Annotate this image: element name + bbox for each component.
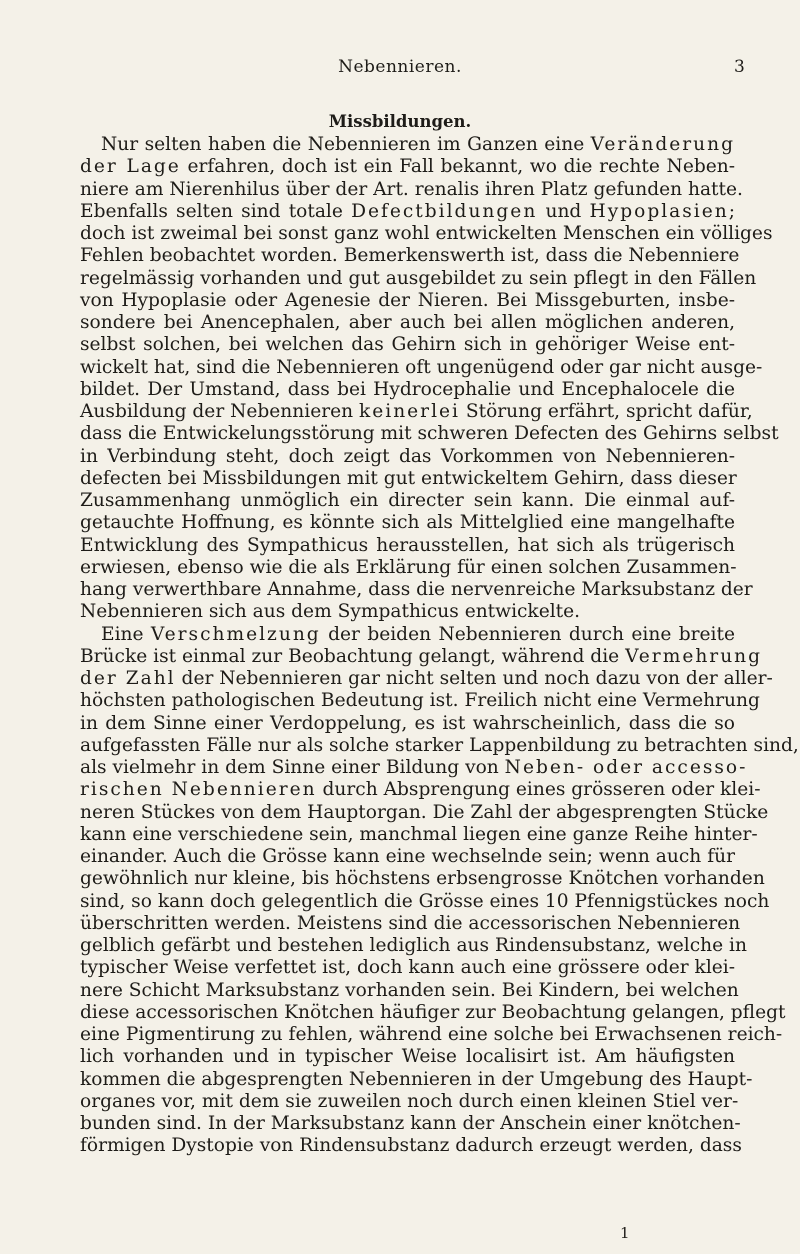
text-line [80,734,799,757]
text-segment: lich vorhanden und in typischer Weise localisirt ist. Am häufigsten [80,1046,735,1068]
text-segment: doch ist zweimal bei sonst ganz wohl entwickelten Menschen ein völliges [80,223,773,244]
text-segment: hang verwerthbare Annahme, dass die nervenreiche Marksubstanz der [80,579,753,600]
text-segment: durch Absprengung eines grösseren oder klei- [316,779,761,801]
text-line [80,1135,742,1157]
text-line [80,823,758,846]
text-segment: Brücke ist einmal zur Beobachtung gelangt, während die [80,645,626,667]
text-segment: aufgefassten Fälle nur als solche starker Lappenbildung zu betrachten sind, [80,734,799,756]
text-segment: Zusammenhang unmöglich ein directer sein kann. Die einmal auf- [80,490,735,511]
text-line [80,645,763,668]
text-segment: gelblich gefärbt und bestehen lediglich aus Rindensubstanz, welche in [80,935,747,956]
text-line [80,957,735,979]
text-line [80,401,753,423]
text-segment: Entwicklung des Sympathicus herausstellen, hat sich als trügerisch [80,534,735,556]
text-line [80,446,735,468]
page-number: 3 [734,57,745,77]
text-line [80,267,757,290]
text-segment: erwiesen, ebenso wie die als Erklärung für einen solchen Zusammen- [80,556,737,578]
text-segment: bildet. Der Umstand, dass bei Hydrocephalie und Encephalocele die [80,378,735,400]
text-segment: kommen die abgesprengten Nebennieren in der Umgebung des Haupt- [80,1068,753,1090]
text-segment: bunden sind. In der Marksubstanz kann der Anschein einer knötchen- [80,1113,741,1134]
text-segment: höchsten pathologischen Bedeutung ist. Freilich nicht eine Vermehrung [80,690,760,712]
text-line [80,1090,739,1113]
text-segment: Eine [101,623,151,645]
text-line [80,334,735,356]
running-title: Nebennieren. [338,57,462,77]
text-segment: neren Stückes von dem Hauptorgan. Die Zahl der abgesprengten Stücke [80,801,769,823]
text-line [80,1046,735,1068]
text-line [80,535,735,557]
text-line [80,178,743,201]
emphasized-text: Hypoplasien [589,200,729,222]
text-segment: der beiden Nebennieren durch eine breite [320,623,735,645]
emphasized-text: rischen Nebennieren [80,779,317,801]
text-line [80,557,735,579]
text-line [80,423,779,445]
text-segment: erfahren, doch ist ein Fall bekannt, wo die rechte Neben- [180,156,735,178]
text-segment: Ebenfalls selten sind totale [80,200,352,222]
text-segment: typischer Weise verfettet ist, doch kann auch eine grössere oder klei- [80,957,735,979]
emphasized-text: Defectbildungen [351,200,538,222]
text-line [80,356,763,379]
text-segment: einander. Auch die Grösse kann eine wechselnde sein; wenn auch für [80,846,735,867]
text-line [80,890,770,913]
text-segment: sind, so kann doch gelegentlich die Grösse eines 10 Pfennigstückes noch [80,890,770,912]
text-segment: Fehlen beobachtet worden. Bemerkenswerth ist, dass die Nebenniere [80,245,740,267]
text-segment: wickelt hat, sind die Nebennieren oft ungenügend oder gar nicht ausge- [80,356,763,378]
text-segment: förmigen Dystopie von Rindensubstanz dadurch erzeugt werden, dass [80,1135,742,1157]
text-segment: getauchte Hoffnung, es könnte sich als Mittelglied eine mangelhafte [80,512,735,534]
text-segment: als vielmehr in dem Sinne einer Bildung von [80,757,505,778]
text-segment: von Hypoplasie oder Agenesie der Nieren. Bei Missgeburten, insbe- [80,289,735,311]
text-line [80,979,739,1002]
text-segment: Störung erfährt, spricht dafür, [459,401,753,422]
text-segment: sondere bei Anencephalen, aber auch bei allen möglichen anderen, [80,312,735,333]
text-line [80,935,747,957]
text-line [80,912,741,935]
text-segment: ; [728,200,735,222]
text-segment: in Verbindung steht, doch zeigt das Vorkommen von Nebennieren- [80,445,735,467]
text-segment: Nebennieren sich aus dem Sympathicus entwickelte. [80,601,581,623]
text-line [80,312,735,334]
text-line [80,290,735,312]
text-line [80,1024,783,1046]
text-line [80,134,735,156]
text-line [80,846,735,868]
text-line [80,512,735,534]
text-line [80,779,761,801]
signature-mark: 1 [620,1224,630,1242]
text-segment: organes vor, mit dem sie zuweilen noch durch einen kleinen Stiel ver- [80,1090,739,1112]
body-text [80,134,799,1158]
text-segment: dass die Entwickelungsstörung mit schweren Defecten des Gehirns selbst [80,423,779,445]
text-segment: und [537,200,590,222]
emphasized-text: keinerlei [358,401,460,422]
text-line [80,468,735,490]
text-line [80,624,735,646]
text-line [80,201,735,223]
text-line [80,1113,741,1135]
text-segment: diese accessorischen Knötchen häufiger zur Beobachtung gelangen, pflegt [80,1001,786,1023]
text-segment: gewöhnlich nur kleine, bis höchstens erbsengrosse Knötchen vorhanden [80,868,765,890]
text-line [80,490,735,512]
text-segment: in dem Sinne einer Verdoppelung, es ist wahrscheinlich, dass die so [80,712,735,734]
running-head [0,57,800,79]
text-segment: der Nebennieren gar nicht selten und noch dazu von der aller- [175,668,773,689]
text-line [80,801,769,824]
text-segment: defecten bei Missbildungen mit gut entwickeltem Gehirn, dass dieser [80,467,737,489]
text-line [80,868,765,890]
text-segment: selbst solchen, bei welchen das Gehirn sich in gehöriger Weise ent- [80,334,735,356]
text-segment: kann eine verschiedene sein, manchmal liegen eine ganze Reihe hinter- [80,823,758,845]
text-line [80,156,735,178]
text-line [80,713,735,735]
emphasized-text: Verschmelzung [150,623,321,645]
emphasized-text: Veränderung [590,134,735,155]
text-line [80,379,735,401]
text-line [80,245,740,267]
emphasized-text: der Zahl [80,668,176,689]
text-segment: eine Pigmentirung zu fehlen, während eine solche bei Erwachsenen reich- [80,1024,783,1045]
text-segment: Ausbildung der Nebennieren [80,401,359,422]
text-line [80,668,773,690]
text-line [80,601,735,623]
section-heading: Missbildungen. [328,112,472,131]
text-line [80,690,760,712]
text-line [80,223,773,245]
text-segment: überschritten werden. Meistens sind die accessorischen Nebennieren [80,912,741,934]
text-line [80,1068,753,1091]
text-line [80,579,753,601]
emphasized-text: Neben- oder accesso- [504,757,748,778]
text-segment: nere Schicht Marksubstanz vorhanden sein. Bei Kindern, bei welchen [80,979,739,1001]
text-segment: niere am Nierenhilus über der Art. renalis ihren Platz gefunden hatte. [80,178,743,200]
emphasized-text: Vermehrung [625,645,763,667]
text-segment: Nur selten haben die Nebennieren im Ganzen eine [101,134,591,155]
text-line [80,757,748,779]
text-line [80,1001,786,1024]
emphasized-text: der Lage [80,156,181,178]
text-segment: regelmässig vorhanden und gut ausgebildet zu sein pflegt in den Fällen [80,267,757,289]
